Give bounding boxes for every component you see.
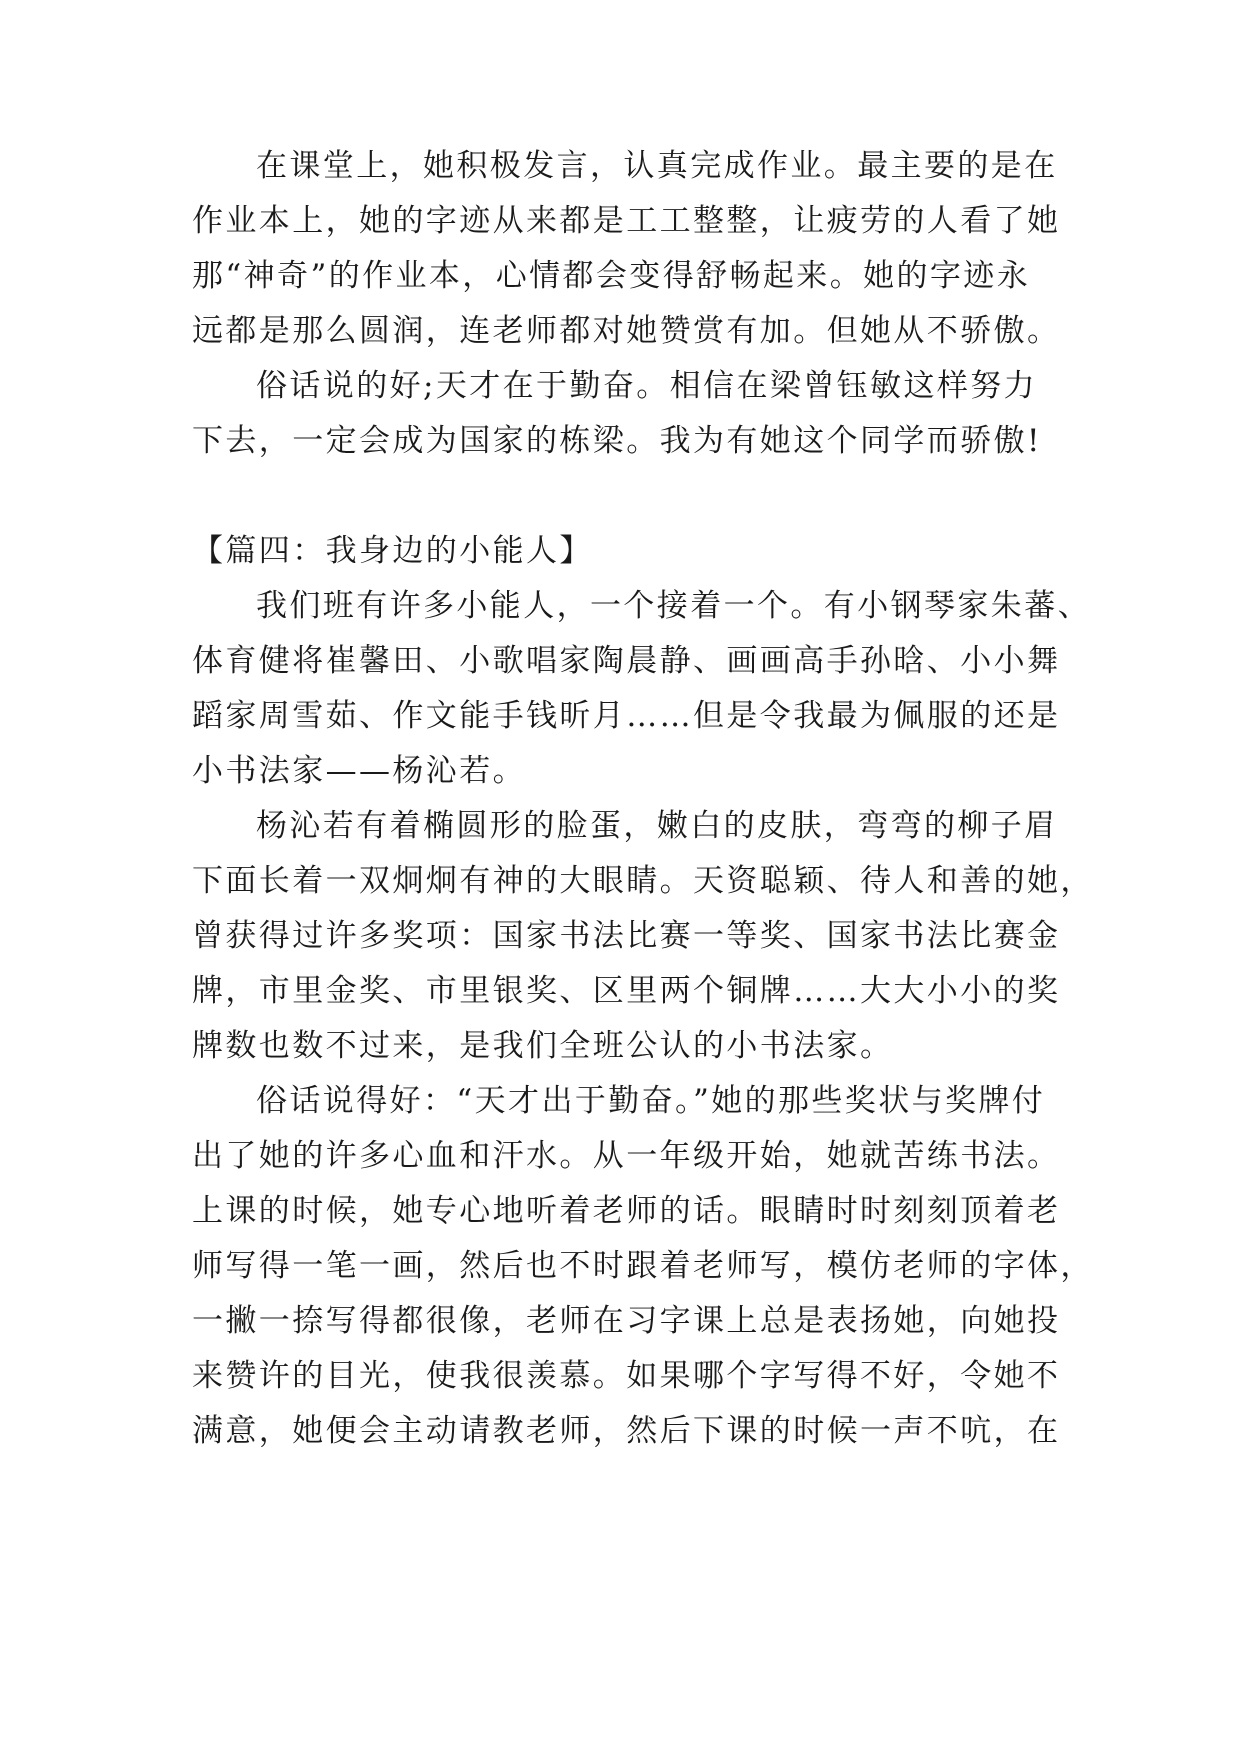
paragraph-line: 下面长着一双炯炯有神的大眼睛。天资聪颖、待人和善的她，	[192, 863, 1094, 899]
paragraph-line: 师写得一笔一画，然后也不时跟着老师写，模仿老师的字体，	[192, 1248, 1094, 1284]
paragraph-line: 我们班有许多小能人，一个接着一个。有小钢琴家朱蕃、	[256, 588, 1091, 624]
paragraph-line: 上课的时候，她专心地听着老师的话。眼睛时时刻刻顶着老	[192, 1193, 1061, 1229]
paragraph-line: 作业本上，她的字迹从来都是工工整整，让疲劳的人看了她	[192, 203, 1061, 239]
paragraph-line: 下去，一定会成为国家的栋梁。我为有她这个同学而骄傲!	[192, 423, 1042, 459]
paragraph-line: 小书法家——杨沁若。	[192, 753, 526, 789]
paragraph-line: 体育健将崔馨田、小歌唱家陶晨静、画画高手孙晗、小小舞	[192, 643, 1061, 679]
paragraph-line: 一撇一捺写得都很像，老师在习字课上总是表扬她，向她投	[192, 1303, 1061, 1339]
paragraph-line: 俗话说得好：“天才出于勤奋。”她的那些奖状与奖牌付	[256, 1083, 1046, 1119]
paragraph-line: 在课堂上，她积极发言，认真完成作业。最主要的是在	[256, 148, 1058, 184]
paragraph-line: 曾获得过许多奖项：国家书法比赛一等奖、国家书法比赛金	[192, 918, 1061, 954]
section-heading: 【篇四：我身边的小能人】	[192, 533, 593, 569]
paragraph-line: 满意，她便会主动请教老师，然后下课的时候一声不吭，在	[192, 1413, 1061, 1449]
paragraph-line: 牌，市里金奖、市里银奖、区里两个铜牌……大大小小的奖	[192, 973, 1061, 1009]
paragraph-line: 那“神奇”的作业本，心情都会变得舒畅起来。她的字迹永	[192, 258, 1031, 294]
paragraph-line: 来赞许的目光，使我很羡慕。如果哪个字写得不好，令她不	[192, 1358, 1061, 1394]
paragraph-line: 远都是那么圆润，连老师都对她赞赏有加。但她从不骄傲。	[192, 313, 1061, 349]
paragraph-line: 牌数也数不过来，是我们全班公认的小书法家。	[192, 1028, 894, 1064]
paragraph-line: 出了她的许多心血和汗水。从一年级开始，她就苦练书法。	[192, 1138, 1061, 1174]
paragraph-line: 蹈家周雪茹、作文能手钱昕月……但是令我最为佩服的还是	[192, 698, 1061, 734]
paragraph-line: 杨沁若有着椭圆形的脸蛋，嫩白的皮肤，弯弯的柳子眉	[256, 808, 1058, 844]
paragraph-line: 俗话说的好;天才在于勤奋。相信在梁曾钰敏这样努力	[256, 368, 1038, 404]
